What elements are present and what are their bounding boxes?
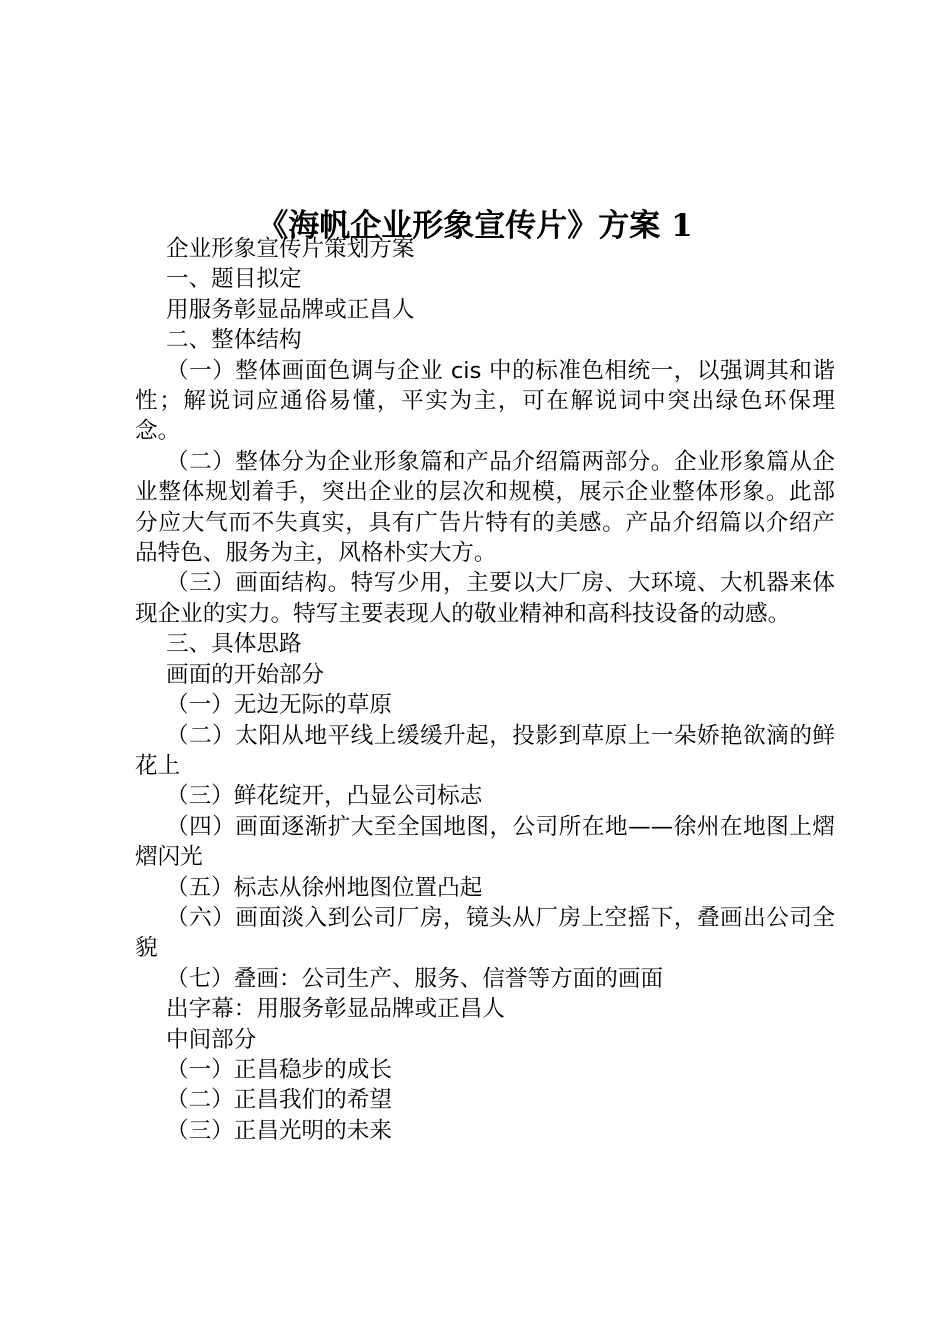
paragraph-heading: 企业形象宣传片策划方案 bbox=[166, 236, 415, 262]
document-title: 《海帆企业形象宣传片》方案 1 bbox=[257, 207, 693, 244]
paragraph-opening-1: （一）无边无际的草原 bbox=[166, 692, 392, 719]
paragraph-structure-1: （一）整体画面色调与企业 cis 中的标准色相统一，以强调其和谐性；解说词应通俗易懂，平实为主，可在解说词中突出绿色环保理念。 bbox=[135, 357, 835, 445]
paragraph-middle-part: 中间部分 bbox=[166, 1026, 257, 1053]
paragraph-structure-2: （二）整体分为企业形象篇和产品介绍篇两部分。企业形象篇从企业整体规划着手，突出企业的层次和规模，展示企业整体形象。此部分应大气而不失真实，具有广告片特有的美感。产品介绍篇以介绍产品特色、服务为主，风格朴实大方。 bbox=[135, 448, 835, 567]
paragraph-opening-7: （七）叠画：公司生产、服务、信誉等方面的画面 bbox=[166, 965, 664, 992]
paragraph-middle-3: （三）正昌光明的未来 bbox=[166, 1117, 392, 1144]
paragraph-middle-1: （一）正昌稳步的成长 bbox=[166, 1056, 392, 1083]
paragraph-section-three: 三、具体思路 bbox=[166, 631, 302, 658]
paragraph-topic: 用服务彰显品牌或正昌人 bbox=[166, 296, 415, 323]
paragraph-section-two: 二、整体结构 bbox=[166, 327, 302, 354]
paragraph-middle-2: （二）正昌我们的希望 bbox=[166, 1087, 392, 1114]
paragraph-opening-2: （二）太阳从地平线上缓缓升起，投影到草原上一朵娇艳欲滴的鲜花上 bbox=[135, 722, 835, 779]
document-body bbox=[135, 234, 835, 1146]
paragraph-opening-4: （四）画面逐渐扩大至全国地图，公司所在地——徐州在地图上熠熠闪光 bbox=[135, 813, 835, 871]
paragraph-opening-5: （五）标志从徐州地图位置凸起 bbox=[166, 874, 483, 901]
paragraph-opening-6: （六）画面淡入到公司厂房，镜头从厂房上空摇下，叠画出公司全貌 bbox=[135, 904, 835, 962]
paragraph-structure-3: （三）画面结构。特写少用，主要以大厂房、大环境、大机器来体现企业的实力。特写主要表现人的敬业精神和高科技设备的动感。 bbox=[135, 570, 835, 627]
paragraph-opening-part: 画面的开始部分 bbox=[166, 661, 325, 688]
paragraph-caption: 出字幕：用服务彰显品牌或正昌人 bbox=[166, 996, 505, 1023]
paragraph-section-one: 一、题目拟定 bbox=[166, 266, 302, 293]
paragraph-opening-3: （三）鲜花绽开，凸显公司标志 bbox=[166, 783, 483, 810]
